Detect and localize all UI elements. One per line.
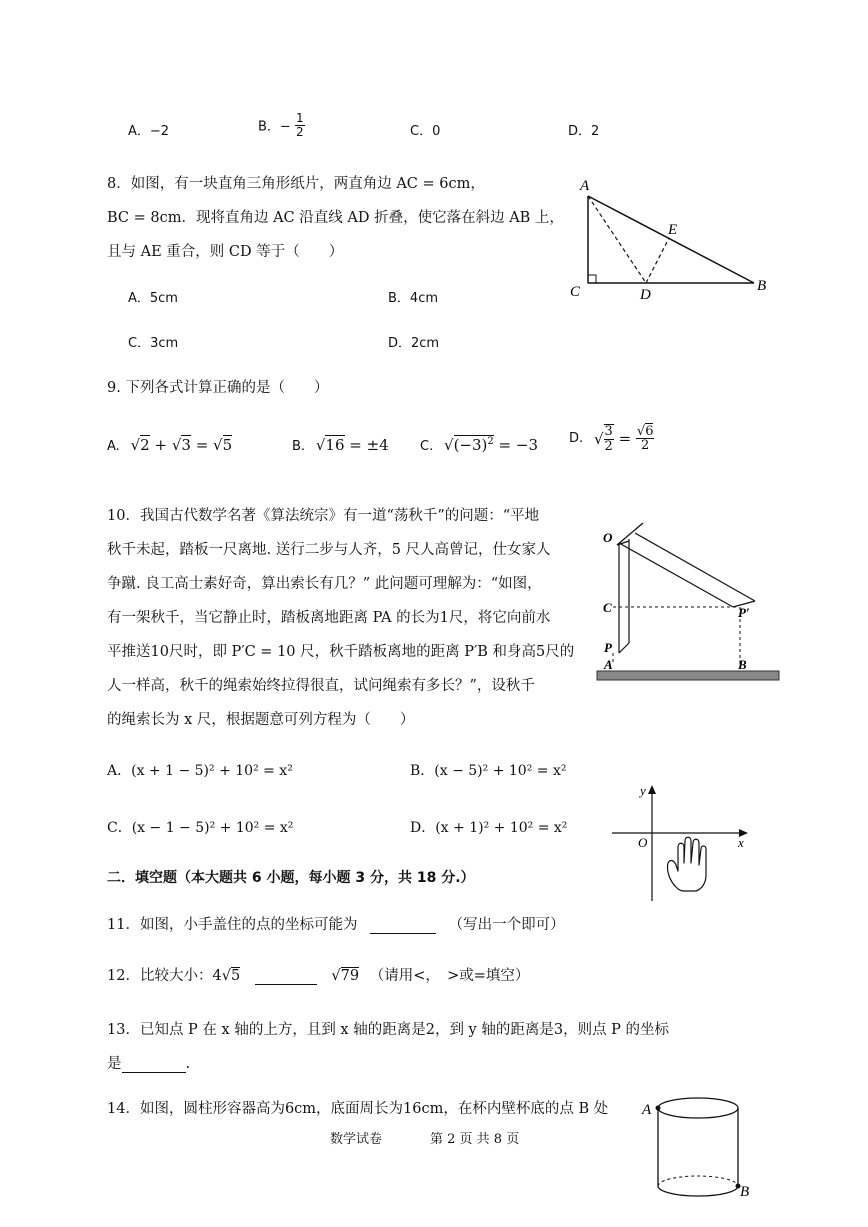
q9-stem: 9. 下列各式计算正确的是（ ）	[107, 380, 329, 396]
q7-option-b	[258, 112, 305, 138]
q10-option-c: C．(x − 1 − 5)² + 10² = x²	[107, 820, 294, 836]
q8-line-1: 8．如图，有一块直角三角形纸片，两直角边 AC = 6cm，	[107, 176, 485, 192]
q10-option-b: B．(x − 5)² + 10² = x²	[410, 763, 567, 779]
radicand: 16	[325, 436, 345, 454]
q10-label-p-prime: P′	[738, 605, 750, 620]
q10-line-2: 秋千未起，踏板一尺离地. 送行二步与人齐，5 尺人高曾记，仕女家人	[107, 542, 551, 558]
q12-radicand-2: 79	[340, 968, 360, 984]
q11-axis-y: y	[640, 783, 646, 798]
fraction-denominator: 2	[295, 124, 304, 139]
q10-label-b: B	[738, 657, 747, 672]
q10-swing-figure	[595, 515, 785, 685]
radicand: (−3)	[453, 436, 488, 454]
q14-cylinder-figure	[640, 1092, 758, 1202]
q14-line-1: 14．如图，圆柱形容器高为6cm，底面周长为16cm，在杯内壁杯底的点 B 处	[107, 1101, 609, 1117]
q9-option-d: D. √ $\frac{3}{2}$ = $\frac{√6}{2}$	[569, 423, 654, 454]
q10-line-6: 人一样高，秋千的绳索始终拉得很直，试问绳索有多长？”，设秋千	[107, 678, 535, 694]
radicand: 5	[222, 436, 233, 454]
q8-label-c: C	[570, 284, 581, 300]
q11-hint: （写出一个即可）	[448, 917, 565, 933]
q12-radicand-1: 5	[230, 968, 241, 984]
q12-answer-blank[interactable]	[255, 970, 317, 985]
q10-line-4: 有一架秋千，当它静止时，踏板离地距离 PA 的长为1尺，将它向前水	[107, 610, 551, 626]
q7-option-c: C．0	[410, 124, 441, 139]
q10-line-3: 争蹴. 良工高士素好奇，算出索长有几？” 此问题可理解为：“如图，	[107, 576, 542, 592]
q9-option-c-label: C.	[420, 439, 434, 454]
footer-left: 数学试卷	[330, 1132, 383, 1147]
q10-label-c: C	[603, 600, 612, 615]
q8-option-b: B．4cm	[388, 291, 439, 306]
q11-text: 11．如图，小手盖住的点的坐标可能为	[107, 917, 358, 933]
q10-label-a: A	[604, 657, 613, 672]
q10-line-5: 平推送10尺时，即 P′C = 10 尺，秋千踏板离地的距离 P′B 和身高5尺的	[107, 644, 575, 660]
q14-label-b: B	[740, 1184, 750, 1200]
q13-line-1: 13．已知点 P 在 x 轴的上方，且到 x 轴的距离是2，到 y 轴的距离是3，则点 P 的坐标	[107, 1022, 670, 1038]
fraction-denominator: 2	[641, 438, 650, 454]
fraction-numerator: 6	[645, 423, 654, 439]
q10-line-7: 的绳索长为 x 尺，根据题意可列方程为（ ）	[107, 712, 415, 728]
q10-option-d: D．(x + 1)² + 10² = x²	[410, 820, 568, 836]
q11-coordinate-figure	[606, 783, 756, 908]
q9-option-c: C. $√(-3)^2 = -3$	[420, 436, 538, 454]
q8-option-d: D．2cm	[388, 336, 440, 351]
q7-option-a: A．−2	[128, 124, 170, 139]
q9-option-c-rhs: = −3	[498, 436, 538, 454]
q8-label-e: E	[668, 222, 678, 238]
footer-page-number: 第 2 页 共 8 页	[430, 1132, 520, 1147]
q10-option-a: A．(x + 1 − 5)² + 10² = x²	[107, 763, 293, 779]
q8-label-a: A	[580, 178, 590, 194]
q7-option-b-label: B．−	[258, 119, 291, 135]
q8-label-b: B	[757, 278, 767, 294]
q9-option-b: B. √16 = ±4	[292, 436, 389, 454]
q11-question	[107, 913, 565, 934]
q14-label-a: A	[642, 1102, 652, 1118]
fraction-denominator: 2	[604, 438, 613, 454]
exponent: 2	[487, 436, 494, 447]
q9-option-b-rhs: = ±4	[349, 436, 389, 454]
q12-prefix: 12．比较大小：4	[107, 968, 222, 984]
q12-hint: （请用<， >或=填空）	[369, 968, 530, 984]
radicand: 2	[140, 436, 150, 454]
q8-option-a: A．5cm	[128, 291, 178, 306]
q13-answer-blank[interactable]	[122, 1058, 186, 1073]
hand-icon	[667, 837, 706, 891]
q13-line-2-prefix: 是	[107, 1056, 122, 1072]
fraction-numerator: 1	[295, 111, 304, 125]
q10-label-p: P	[604, 640, 612, 655]
radicand: 3	[181, 436, 191, 454]
q10-line-1: 10．我国古代数学名著《算法统宗》有一道“荡秋千”的问题：“平地	[107, 508, 540, 524]
q11-answer-blank[interactable]	[370, 919, 436, 934]
q9-option-d-label: D.	[569, 431, 584, 447]
section-2-title: 二．填空题（本大题共 6 小题，每小题 3 分，共 18 分.）	[107, 870, 475, 886]
q7-option-d: D．2	[568, 124, 600, 139]
q8-option-c: C．3cm	[128, 336, 179, 351]
q7-option-b-fraction	[295, 112, 305, 138]
q8-label-d: D	[640, 287, 651, 302]
fraction-numerator: 3	[604, 424, 613, 439]
q11-axis-origin: O	[638, 835, 648, 850]
q12-question: 12．比较大小：4√5 √79 （请用<， >或=填空）	[107, 968, 530, 984]
q8-triangle-figure	[562, 172, 772, 302]
q10-label-o: O	[603, 530, 613, 545]
q8-line-2: BC = 8cm．现将直角边 AC 沿直线 AD 折叠，使它落在斜边 AB 上，	[107, 210, 564, 226]
q9-option-b-label: B.	[292, 439, 306, 454]
q13-line-2-suffix: .	[185, 1056, 191, 1072]
q9-option-a: A. √2 + √3 = √5	[107, 436, 233, 454]
q13-line-2	[107, 1052, 190, 1073]
q8-line-3: 且与 AE 重合，则 CD 等于（ ）	[107, 244, 344, 260]
q11-axis-x: x	[738, 835, 744, 850]
q9-option-a-label: A.	[107, 439, 120, 454]
